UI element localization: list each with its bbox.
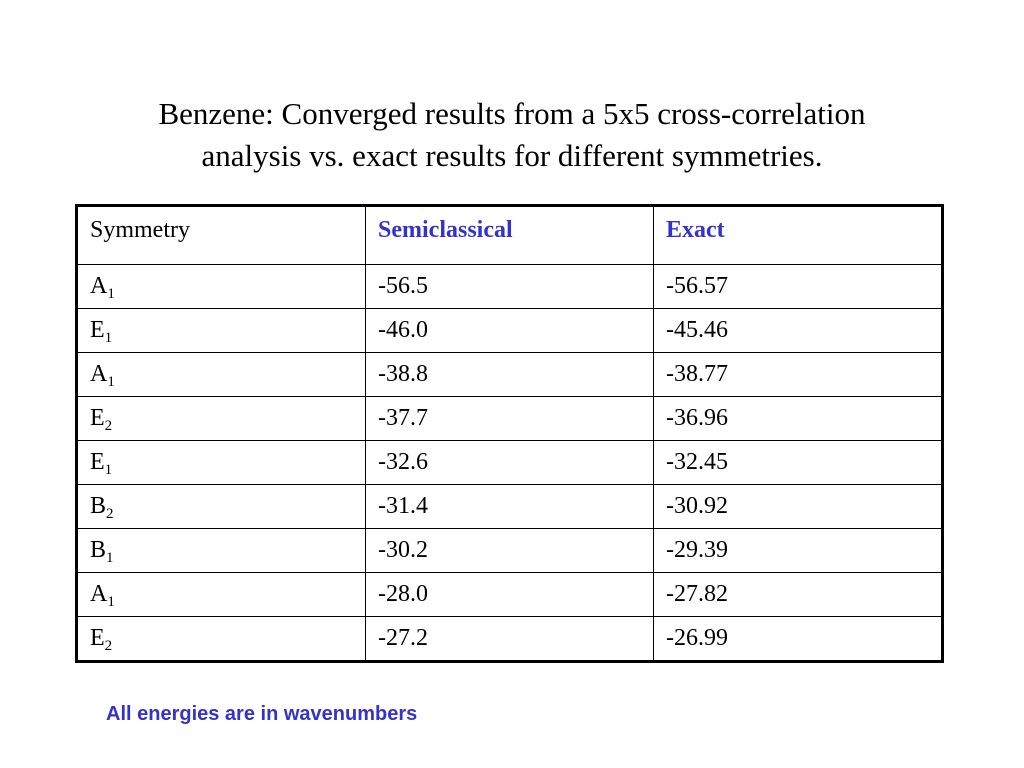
table-row: [77, 617, 943, 662]
cell-symmetry: [77, 485, 366, 529]
symmetry-label: B: [90, 493, 107, 519]
slide-title-line-2: analysis vs. exact results for different symmetries.: [201, 138, 823, 173]
cell-exact: -38.77: [654, 353, 943, 397]
symmetry-subscript: 2: [104, 638, 113, 654]
results-table: [75, 204, 944, 663]
symmetry-label: A: [90, 361, 108, 387]
header-symmetry: Symmetry: [77, 206, 366, 265]
cell-semiclassical: -38.8: [366, 353, 654, 397]
cell-symmetry: [77, 397, 366, 441]
table-body: [77, 265, 943, 662]
symmetry-label: A: [90, 273, 108, 299]
units-note: All energies are in wavenumbers: [106, 703, 418, 725]
cell-exact: -29.39: [654, 529, 943, 573]
cell-semiclassical: -37.7: [366, 397, 654, 441]
symmetry-label: E: [90, 625, 105, 651]
table-row: [77, 309, 943, 353]
table-row: [77, 353, 943, 397]
cell-exact: -32.45: [654, 441, 943, 485]
cell-exact: -30.92: [654, 485, 943, 529]
symmetry-subscript: 1: [107, 374, 115, 390]
table-row: [77, 397, 943, 441]
table-row: [77, 573, 943, 617]
symmetry-label: E: [90, 449, 105, 475]
cell-symmetry: [77, 309, 366, 353]
symmetry-label: A: [90, 581, 108, 607]
symmetry-label: E: [90, 405, 105, 431]
cell-symmetry: [77, 441, 366, 485]
slide-title: [0, 93, 1024, 177]
symmetry-subscript: 1: [107, 286, 115, 302]
symmetry-subscript: 1: [104, 330, 113, 346]
cell-symmetry: [77, 617, 366, 662]
cell-semiclassical: -30.2: [366, 529, 654, 573]
cell-exact: -45.46: [654, 309, 943, 353]
symmetry-label: B: [90, 537, 107, 563]
cell-symmetry: [77, 265, 366, 309]
cell-semiclassical: -31.4: [366, 485, 654, 529]
symmetry-subscript: 1: [104, 462, 113, 478]
cell-exact: -36.96: [654, 397, 943, 441]
cell-symmetry: [77, 353, 366, 397]
header-semiclassical: Semiclassical: [366, 206, 654, 265]
symmetry-subscript: 2: [106, 506, 114, 522]
cell-exact: -27.82: [654, 573, 943, 617]
cell-exact: -26.99: [654, 617, 943, 662]
symmetry-subscript: 2: [104, 418, 113, 434]
table-row: [77, 529, 943, 573]
table-row: [77, 265, 943, 309]
cell-exact: -56.57: [654, 265, 943, 309]
symmetry-subscript: 1: [106, 550, 114, 566]
cell-semiclassical: -28.0: [366, 573, 654, 617]
cell-symmetry: [77, 529, 366, 573]
cell-semiclassical: -32.6: [366, 441, 654, 485]
table-header-row: [77, 206, 943, 265]
header-exact: Exact: [654, 206, 943, 265]
table-row: [77, 485, 943, 529]
cell-semiclassical: -46.0: [366, 309, 654, 353]
slide-title-line-1: Benzene: Converged results from a 5x5 cross-correlation: [158, 96, 866, 131]
symmetry-subscript: 1: [107, 594, 115, 610]
symmetry-label: E: [90, 317, 105, 343]
cell-symmetry: [77, 573, 366, 617]
cell-semiclassical: -56.5: [366, 265, 654, 309]
table-row: [77, 441, 943, 485]
cell-semiclassical: -27.2: [366, 617, 654, 662]
